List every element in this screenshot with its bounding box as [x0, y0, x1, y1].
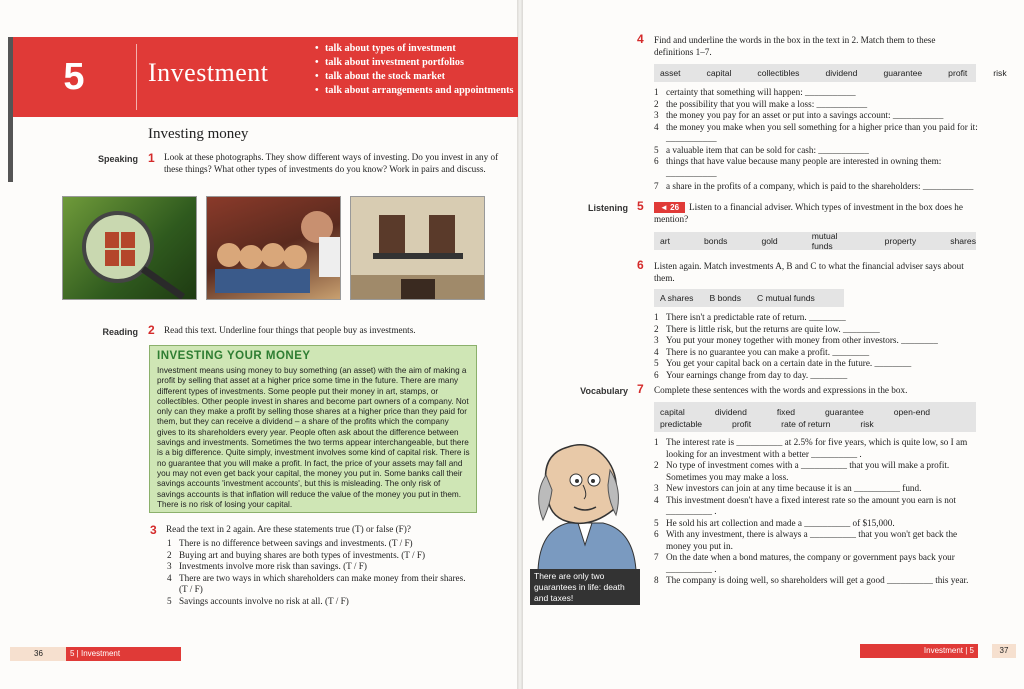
exercise-4-word-box	[654, 64, 1007, 82]
word: property	[884, 236, 917, 246]
list-item: 2 Buying art and buying shares are both types of investments. (T / F)	[167, 549, 426, 560]
objective-item: • talk about types of investment	[315, 42, 515, 56]
list-item: 7 a share in the profits of a company, which is paid to the shareholders: ___________	[654, 181, 974, 191]
list-item: 1 There is no difference between savings and investments. (T / F)	[167, 538, 413, 548]
section-title: Investing money	[148, 126, 249, 142]
magnifier-stamp-image	[63, 197, 197, 300]
right-footer-label: Investment | 5	[860, 644, 978, 658]
exercise-7-instructions: Complete these sentences with the words and expressions in the box.	[654, 385, 908, 395]
word: shares	[950, 236, 976, 246]
list-item: 3 the money you pay for an asset or put into a savings account: ___________	[654, 110, 944, 120]
word: guarantee	[825, 407, 864, 417]
franklin-cartoon	[528, 435, 643, 570]
list-item: 5 Savings accounts involve no risk at all. (T / F)	[167, 595, 349, 606]
word: predictable	[660, 419, 703, 429]
left-page-number: 36	[10, 647, 67, 661]
word: asset	[660, 68, 681, 78]
exercise-3-list	[167, 538, 467, 607]
beatles-figurines-image	[207, 197, 341, 300]
audio-track-icon[interactable]: ◄ 26	[654, 202, 685, 213]
exercise-3-number: 3	[150, 523, 157, 537]
list-item: 1 certainty that something will happen: ___________	[654, 87, 856, 97]
speaking-label: Speaking	[97, 154, 138, 164]
word: collectibles	[757, 68, 800, 78]
exercise-4-number: 4	[637, 32, 644, 46]
unit-objectives	[315, 42, 515, 98]
cartoon-speech-caption: There are only two guarantees in life: death and taxes!	[530, 569, 640, 605]
exercise-1-number: 1	[148, 151, 155, 165]
list-item: 5 a valuable item that can be sold for cash: ___________	[654, 144, 869, 155]
list-item: 6 Your earnings change from day to day. ________	[654, 369, 848, 380]
word: B bonds	[709, 293, 741, 303]
list-item: 1 The interest rate is __________ at 2.5% for five years, which is quite low, so I am looking for an investment with a better __________ .	[654, 437, 968, 459]
word: profit	[948, 68, 968, 78]
exercise-6-number: 6	[637, 258, 644, 272]
exercise-2-number: 2	[148, 323, 155, 337]
exercise-5-word-box	[654, 232, 976, 250]
word: mutual funds	[811, 231, 838, 251]
franklin-caricature-image	[528, 435, 643, 570]
word: open-end	[893, 407, 931, 417]
list-item: 4 This investment doesn't have a fixed interest rate so the amount you earn is not __________ .	[654, 494, 956, 516]
list-item: 6 things that have value because many people are interested in owning them: ___________	[654, 156, 942, 178]
word: art	[660, 236, 671, 246]
list-item: 5 You get your capital back on a certain date in the future. ________	[654, 358, 912, 368]
reading-box-text: Investment means using money to buy something (an asset) with the aim of making a profit by selling that asset at a higher price some time in the future. There are many different types of investments. Some people put their money in art, stamps, or collectibles. Other people invest in shares and become part owners of a company. Not only can they make a profit by selling those shares at a higher price than they paid for them, but they can receive a dividend – a share of the profits which the company gives to its shareholders every year. People often ask about the difference between savings and investments. Sometimes the two terms appear interchangeable, but there is a big difference. Quite simply, investment involves some kind of capital risk. There is no guarantee that you will make a profit. In fact, the price of your assets may fall and you may not even get back your capital, the money you put in. Some banks call their savings accounts 'investment accounts', but this is misleading. The only risk of savings accounts is that inflation will reduce the value of the money you put in them. There is no risk of losing your capital.	[157, 366, 470, 509]
list-item: 7 On the date when a bond matures, the company or government pays back your __________ .	[654, 552, 955, 574]
left-footer-label: 5 | Investment	[66, 647, 181, 661]
right-page-number: 37	[992, 644, 1016, 658]
objective-item: • talk about the stock market	[315, 70, 515, 84]
unit-number: 5	[63, 56, 85, 98]
listening-label: Listening	[588, 203, 628, 213]
word: capital	[706, 68, 732, 78]
exercise-4-instructions: Find and underline the words in the box in the text in 2. Match them to these definitions 1–7.	[654, 35, 936, 57]
list-item: 4 There are two ways in which shareholders can make money from their shares. (T / F)	[167, 572, 466, 594]
exercise-6-word-box	[654, 289, 844, 307]
exercise-5-instructions: ◄ 26 Listen to a financial adviser. Which types of investment in the box does he mention?	[654, 202, 963, 224]
exercise-7-list	[654, 437, 979, 587]
word: rate of return	[781, 419, 831, 429]
list-item: 8 The company is doing well, so shareholders will get a good __________ this year.	[654, 575, 969, 585]
exercise-6-instructions: Listen again. Match investments A, B and C to what the financial adviser says about them.	[654, 261, 964, 283]
exercise-1-instructions: Look at these photographs. They show different ways of investing. Do you invest in any of these things? What other types of investments do you know? Work in pairs and discuss.	[164, 152, 499, 174]
stamp-photo	[62, 196, 197, 300]
word: capital	[660, 407, 685, 417]
building-facade-image	[351, 197, 485, 300]
word: guarantee	[883, 68, 923, 78]
header-divider	[136, 44, 137, 110]
vocabulary-label: Vocabulary	[580, 386, 628, 396]
exercise-7-number: 7	[637, 382, 644, 396]
objective-item: • talk about arrangements and appointments	[315, 84, 515, 98]
list-item: 2 No type of investment comes with a __________ that you will make a profit. Sometimes you may make a loss.	[654, 460, 950, 482]
word: risk	[993, 68, 1007, 78]
list-item: 5 He sold his art collection and made a __________ of $15,000.	[654, 517, 895, 528]
word: dividend	[825, 68, 858, 78]
unit-title: Investment	[148, 58, 269, 87]
list-item: 2 the possibility that you will make a loss: ___________	[654, 98, 868, 109]
reading-label: Reading	[102, 327, 138, 337]
list-item: 6 With any investment, there is always a __________ that you won't get back the money you put in.	[654, 529, 958, 551]
exercise-5-number: 5	[637, 199, 644, 213]
exercise-7-word-box	[654, 402, 976, 432]
exercise-6-list	[654, 312, 979, 381]
word: C mutual funds	[757, 293, 815, 303]
objective-item: • talk about investment portfolios	[315, 56, 515, 70]
word: risk	[860, 419, 874, 429]
exercise-2-instructions: Read this text. Underline four things that people buy as investments.	[164, 325, 416, 335]
list-item: 4 There is no guarantee you can make a profit. ________	[654, 346, 870, 357]
reading-box-title: INVESTING YOUR MONEY	[157, 350, 311, 362]
exercise-3-instructions: Read the text in 2 again. Are these statements true (T) or false (F)?	[166, 524, 411, 534]
word: bonds	[704, 236, 728, 246]
word: dividend	[714, 407, 747, 417]
list-item: 4 the money you make when you sell something for a higher price than you paid for it: ___________	[654, 121, 978, 143]
word: gold	[761, 236, 778, 246]
collectibles-photo	[206, 196, 341, 300]
list-item: 3 You put your money together with money from other investors. ________	[654, 335, 938, 345]
list-item: 1 There isn't a predictable rate of return. ________	[654, 312, 846, 322]
property-photo	[350, 196, 485, 300]
word: fixed	[776, 407, 796, 417]
list-item: 2 There is little risk, but the returns are quite low. ________	[654, 323, 880, 334]
exercise-4-list	[654, 87, 979, 193]
word: A shares	[660, 293, 694, 303]
word: profit	[732, 419, 752, 429]
list-item: 3 New investors can join at any time because it is an __________ fund.	[654, 483, 922, 493]
list-item: 3 Investments involve more risk than savings. (T / F)	[167, 561, 367, 571]
